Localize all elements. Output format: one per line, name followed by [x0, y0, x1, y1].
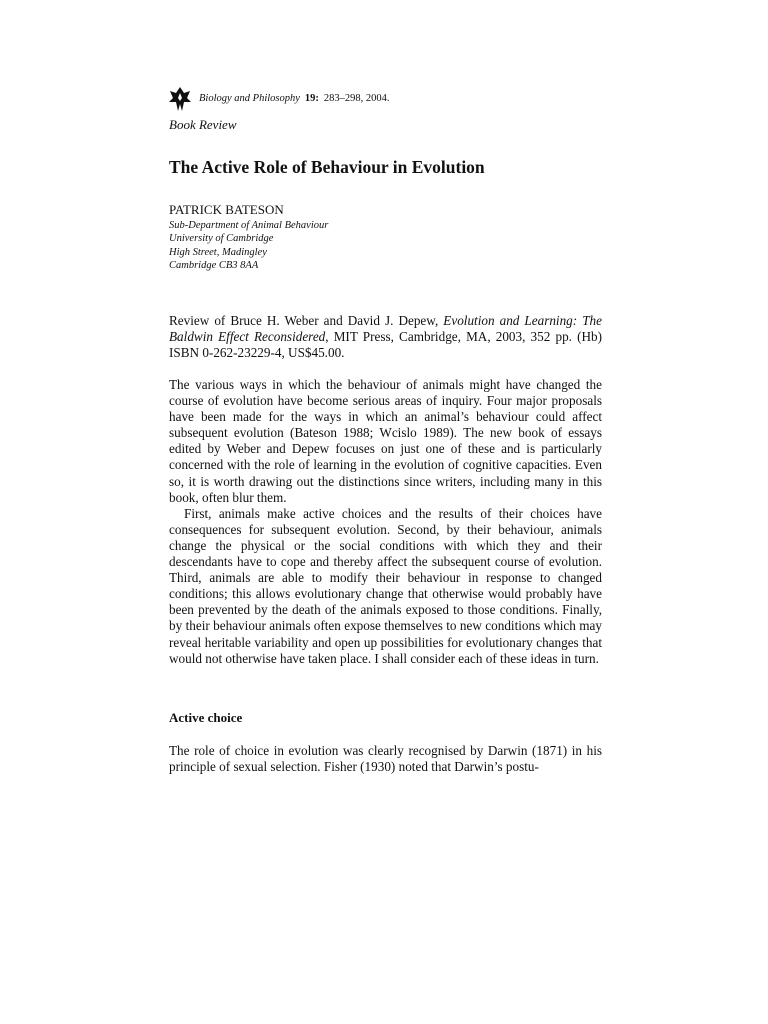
section-heading: Active choice	[169, 710, 243, 725]
review-prefix: Review of Bruce H. Weber and David J. Depew,	[169, 313, 444, 328]
journal-name: Biology and Philosophy	[199, 93, 300, 104]
affiliation-line: University of Cambridge	[169, 233, 274, 245]
intro-section	[169, 377, 602, 667]
journal-volume: 19:	[304, 93, 319, 104]
affiliation-line: Cambridge CB3 8AA	[169, 260, 259, 272]
reviewed-book-title: Evolution and Learning: The Baldwin Effect Reconsidered	[169, 313, 602, 345]
author-name: PATRICK BATESON	[169, 202, 284, 217]
journal-citation	[199, 92, 390, 106]
journal-header	[169, 86, 602, 112]
section-type: Book Review	[169, 117, 237, 132]
author-affiliation	[169, 219, 328, 273]
review-details: , MIT Press, Cambridge, MA, 2003, 352 pp. (Hb) ISBN 0-262-23229-4, US$45.00.	[169, 329, 602, 361]
publisher-logo-icon	[169, 86, 191, 112]
journal-pages-year: 283–298, 2004.	[323, 93, 390, 104]
affiliation-line: Sub-Department of Animal Behaviour	[169, 220, 329, 231]
paragraph: The various ways in which the behaviour of animals might have changed the course of evolution have become serious areas of inquiry. Four major proposals have been made for the ways in which an animal’s behaviour could affect subsequent evolution (Bateson 1988; Wcislo 1989). The new book of essays edited by Weber and Depew focuses on just one of these and is particularly concerned with the role of learning in the evolution of cognitive capacities. Even so, it is worth drawing out the distinctions since writers, including many in this book, often blur them.	[169, 377, 602, 505]
article-title: The Active Role of Behaviour in Evolution	[169, 157, 485, 177]
review-citation	[169, 313, 602, 361]
affiliation-line: High Street, Madingley	[169, 246, 267, 258]
paragraph: First, animals make active choices and the results of their choices have consequences for subsequent evolution. Second, by their behaviour, animals change the physical or the social conditions with which they and their descendants have to cope and thereby affect the subsequent course of evolution. Third, animals are able to modify their behaviour in response to changed conditions; this allows evolutionary change that otherwise would probably have been prevented by the death of the animals exposed to those conditions. Finally, by their behaviour animals often expose themselves to new conditions which may reveal heritable variability and open up possibilities for evolutionary changes that would not otherwise have taken place. I shall consider each of these ideas in turn.	[169, 505, 602, 666]
paragraph: The role of choice in evolution was clearly recognised by Darwin (1871) in his principle of sexual selection. Fisher (1930) noted that Darwin’s postu-	[169, 743, 602, 775]
